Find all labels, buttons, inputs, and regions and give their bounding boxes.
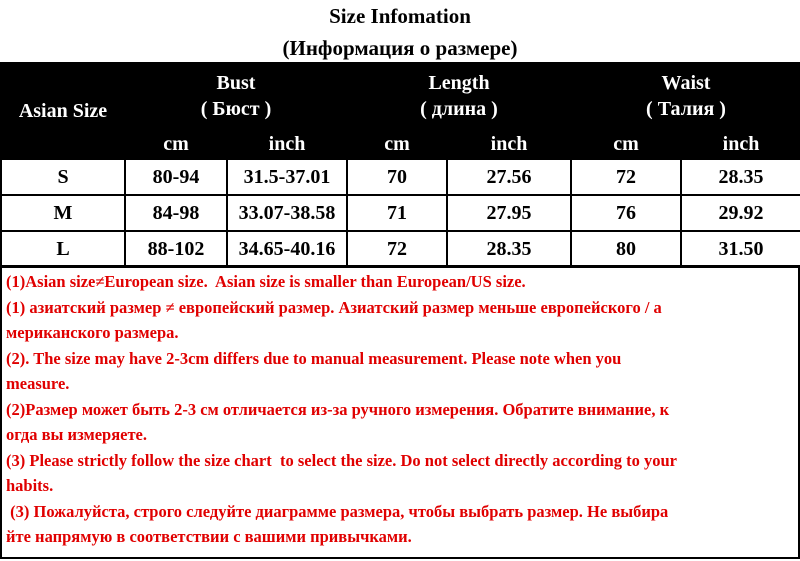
note-line: (2). The size may have 2-3cm differs due to manual measurement. Please note when you	[6, 348, 622, 368]
table-cell: 27.95	[447, 195, 571, 231]
waist-header-sub: ( Талия )	[646, 98, 726, 120]
note-line: (3) Пожалуйста, строго следуйте диаграмме размера, чтобы выбрать размер. Не выбира	[6, 501, 669, 521]
table-cell: 33.07-38.58	[227, 195, 347, 231]
notes-box	[0, 265, 800, 559]
page-title: Size Infomation	[329, 4, 471, 28]
unit-header: inch	[447, 129, 571, 159]
table-cell: 72	[571, 159, 681, 195]
bust-header-sub: ( Бюст )	[200, 98, 272, 120]
size-cell: M	[1, 195, 125, 231]
table-cell: 29.92	[681, 195, 800, 231]
note-line: (1) азиатский размер ≠ европейский размер. Азиатский размер меньше европейского / а	[6, 297, 662, 317]
note-line: (2)Размер может быть 2-3 см отличается из-за ручного измерения. Обратите внимание, к	[6, 399, 670, 419]
table-cell: 34.65-40.16	[227, 231, 347, 267]
table-row	[1, 159, 800, 195]
table-cell: 72	[347, 231, 447, 267]
unit-header: inch	[681, 129, 800, 159]
unit-header: cm	[571, 129, 681, 159]
waist-header-name: Waist	[661, 72, 711, 94]
table-cell: 28.35	[681, 159, 800, 195]
table-cell: 76	[571, 195, 681, 231]
table-cell: 31.50	[681, 231, 800, 267]
length-header-sub: ( длина )	[420, 98, 498, 120]
note-line: огда вы измеряете.	[6, 425, 148, 444]
note-line: habits.	[6, 476, 54, 495]
table-cell: 31.5-37.01	[227, 159, 347, 195]
page-subtitle: (Информация о размере)	[282, 36, 518, 60]
length-header-name: Length	[428, 72, 490, 94]
size-table	[0, 62, 800, 268]
table-cell: 80-94	[125, 159, 227, 195]
table-cell: 84-98	[125, 195, 227, 231]
asian-size-header: Asian Size	[1, 63, 125, 159]
note-line: (1)Asian size≠European size. Asian size is smaller than European/US size.	[6, 272, 526, 291]
table-row	[1, 195, 800, 231]
table-cell: 80	[571, 231, 681, 267]
bust-header-name: Bust	[216, 72, 256, 94]
size-cell: L	[1, 231, 125, 267]
note-line: йте напрямую в соответствии с вашими привычками.	[6, 527, 412, 546]
table-cell: 27.56	[447, 159, 571, 195]
table-cell: 28.35	[447, 231, 571, 267]
unit-header: inch	[227, 129, 347, 159]
size-cell: S	[1, 159, 125, 195]
table-cell: 88-102	[125, 231, 227, 267]
table-row	[1, 231, 800, 267]
table-cell: 70	[347, 159, 447, 195]
table-cell: 71	[347, 195, 447, 231]
unit-header: cm	[125, 129, 227, 159]
waist-header	[571, 63, 800, 129]
note-line: measure.	[6, 374, 70, 393]
unit-header: cm	[347, 129, 447, 159]
note-line: мериканского размера.	[6, 323, 179, 342]
note-line: (3) Please strictly follow the size chart to select the size. Do not select directly according to your	[6, 450, 677, 470]
bust-header	[125, 63, 347, 129]
length-header	[347, 63, 571, 129]
